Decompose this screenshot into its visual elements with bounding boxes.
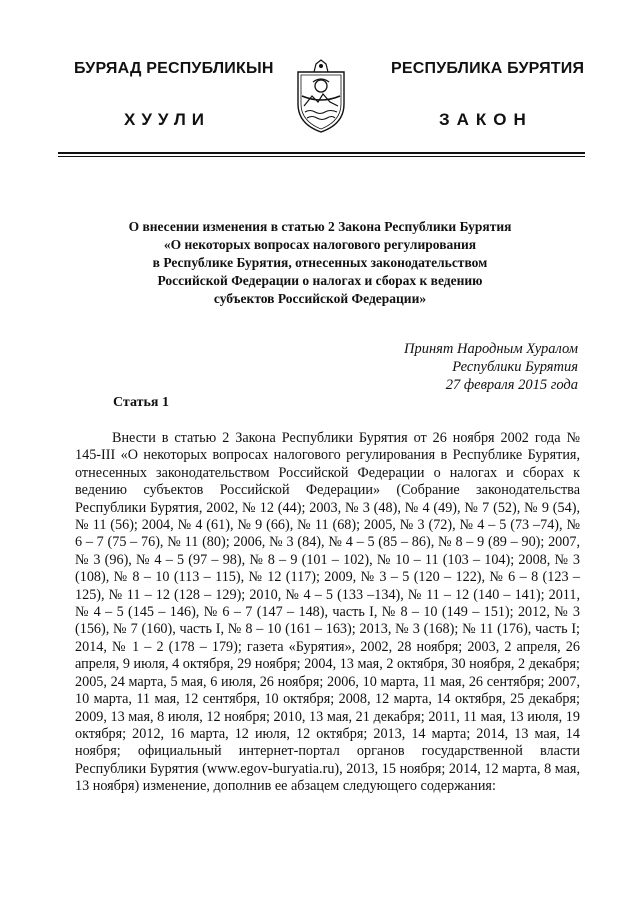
header-left-line2: ХУУЛИ [124, 110, 210, 129]
title-line: О внесении изменения в статью 2 Закона Республики Бурятия [128, 219, 512, 234]
header-divider-thin [58, 156, 585, 157]
article-body: Внести в статью 2 Закона Республики Бурятия от 26 ноября 2002 года № 145-III «О некоторых вопросах налогового регулирования в Республике Бурятия, отнесенных законодательством Российской Федерации о налогах и сборах к ведению субъектов Российской Федерации» (Собрание законодательства Республики Бурятия, 2002, № 12 (44); 2003, № 3 (48), № 4 (49), № 7 (52), № 9 (54), № 11 (56); 2004, № 4 (61), № 9 (66), № 11 (68); 2005, № 3 (72), № 4 – 5 (73 –74), № 6 – 7 (75 – 76), № 11 (80); 2006, № 3 (84), № 4 – 5 (85 – 86), № 8 – 9 (89 – 90); 2007, № 3 (96), № 4 – 5 (97 – 98), № 8 – 9 (101 – 102), № 10 – 11 (103 – 104); 2008, № 3 (108), № 8 – 10 (113 – 115), № 12 (117); 2009, № 3 – 5 (120 – 122), № 6 – 8 (123 – 125), № 11 – 12 (128 – 129); 2010, № 4 – 5 (133 –134), № 11 – 12 (140 – 141); 2011, № 4 – 5 (145 – 146), № 6 – 7 (147 – 148), часть I, № 8 – 10 (149 – 151); 2012, № 3 (156), № 7 (160), часть I, № 8 – 10 (161 – 163); 2013, № 3 (168); № 11 (176), часть I; 2014, № 1 – 2 (178 – 179); газета «Бурятия», 2002, 28 ноября; 2003, 2 апреля, 26 апреля, 9 июля, 4 октября, 29 ноября; 2004, 13 мая, 2 октября, 30 ноября, 2 декабря; 2005, 24 марта, 5 мая, 6 июля, 26 ноября; 2006, 10 марта, 11 мая, 26 сентября; 2007, 10 марта, 11 мая, 12 сентября, 10 октября; 2008, 12 марта, 14 октября, 25 декабря; 2009, 13 мая, 8 июля, 12 ноября; 2010, 13 мая, 21 декабря; 2011, 11 мая, 13 июля, 19 октября; 2012, 16 марта, 12 июля, 12 октября; 2013, 14 марта; 2014, 13 мая, 14 ноября; официальный интернет-портал органов государственной власти Республики Бурятия (www.egov-buryatia.ru), 2013, 15 ноября; 2014, 12 марта, 8 мая, 13 ноября) изменение, дополнив ее абзацем следующего содержания: [75, 430, 580, 795]
article-heading: Статья 1 [113, 395, 169, 410]
title-line: в Республике Бурятия, отнесенных законодательством [152, 255, 488, 270]
title-line: «О некоторых вопросах налогового регулирования [163, 237, 477, 252]
adoption-line: Принят Народным Хуралом [403, 341, 578, 357]
law-title [60, 218, 580, 308]
title-line: Российской Федерации о налогах и сборах к ведению [157, 273, 483, 288]
adoption-line: Республики Бурятия [452, 359, 578, 375]
header-right-line1: РЕСПУБЛИКА БУРЯТИЯ [391, 60, 585, 77]
coat-of-arms-emblem-icon [292, 58, 350, 134]
title-line: субъектов Российской Федерации» [213, 291, 427, 306]
header-left-line1: БУРЯАД РЕСПУБЛИКЫН [74, 60, 274, 77]
adoption-note [404, 340, 578, 394]
header-right-line2: ЗАКОН [439, 110, 533, 129]
adoption-date: 27 февраля 2015 года [445, 377, 578, 393]
header-divider-thick [58, 152, 585, 154]
